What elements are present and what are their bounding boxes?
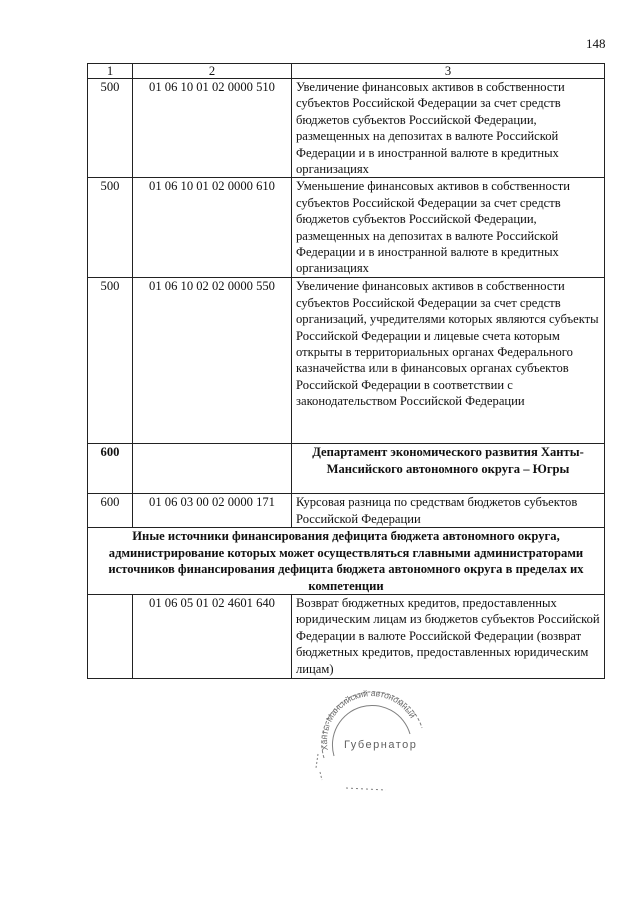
- column-header-1: 1: [88, 64, 133, 79]
- page-number: 148: [586, 36, 606, 51]
- budget-code-cell: 01 06 10 01 02 0000 510: [133, 79, 292, 178]
- budget-code-cell: 01 06 10 02 02 0000 550: [133, 278, 292, 444]
- department-name-cell: Департамент экономического развития Ханты-Мансийского автономного округа – Югры: [292, 444, 605, 494]
- column-header-3: 3: [292, 64, 605, 79]
- section-heading: Иные источники финансирования дефицита бюджета автономного округа, администрирование которых может осуществляться главными администраторами источников финансирования дефицита бюджета автономного округа в пределах их компетенции: [88, 528, 605, 595]
- description-cell: Увеличение финансовых активов в собственности субъектов Российской Федерации за счет средств организаций, учредителями которых являются субъекты Российской Федерации и лицевые счета которым открыты в территориальных органах Федерального казначейства или в финансовых органах субъектов Российской Федерации в соответствии с законодательством Российской Федерации: [292, 278, 605, 444]
- description-cell: Курсовая разница по средствам бюджетов субъектов Российской Федерации: [292, 494, 605, 528]
- table-row: [88, 79, 605, 178]
- budget-sources-table: [87, 63, 605, 679]
- description-cell: Возврат бюджетных кредитов, предоставленных юридическим лицам из бюджетов субъектов Российской Федерации в валюте Российской Федерации (возврат бюджетных кредитов, предоставленных юридическим лицам): [292, 595, 605, 679]
- column-header-2: 2: [133, 64, 292, 79]
- department-row: [88, 444, 605, 494]
- admin-code-cell: 500: [88, 178, 133, 278]
- section-heading-row: [88, 528, 605, 595]
- admin-code-cell: 500: [88, 278, 133, 444]
- budget-code-cell: 01 06 05 01 02 4601 640: [133, 595, 292, 679]
- description-cell: Увеличение финансовых активов в собственности субъектов Российской Федерации за счет средств бюджетов субъектов Российской Федерации, размещенных на депозитах в валюте Российской Федерации и в иностранной валюте в кредитных организациях: [292, 79, 605, 178]
- governor-seal-stamp: [306, 684, 436, 794]
- table-row: [88, 278, 605, 444]
- budget-code-cell: 01 06 10 01 02 0000 610: [133, 178, 292, 278]
- table-row: [88, 494, 605, 528]
- admin-code-cell: [88, 595, 133, 679]
- description-cell: Уменьшение финансовых активов в собственности субъектов Российской Федерации за счет средств бюджетов субъектов Российской Федерации, размещенных на депозитах в валюте Российской Федерации и в иностранной валюте в кредитных организациях: [292, 178, 605, 278]
- stamp-ring-text: Ханты-Мансийский автономный: [319, 688, 418, 752]
- admin-code-cell: 600: [88, 494, 133, 528]
- table-row: [88, 595, 605, 679]
- table-header-row: [88, 64, 605, 79]
- table-row: [88, 178, 605, 278]
- budget-code-cell: [133, 444, 292, 494]
- budget-code-cell: 01 06 03 00 02 0000 171: [133, 494, 292, 528]
- admin-code-cell: 600: [88, 444, 133, 494]
- stamp-center-text: Губернатор: [344, 739, 418, 751]
- admin-code-cell: 500: [88, 79, 133, 178]
